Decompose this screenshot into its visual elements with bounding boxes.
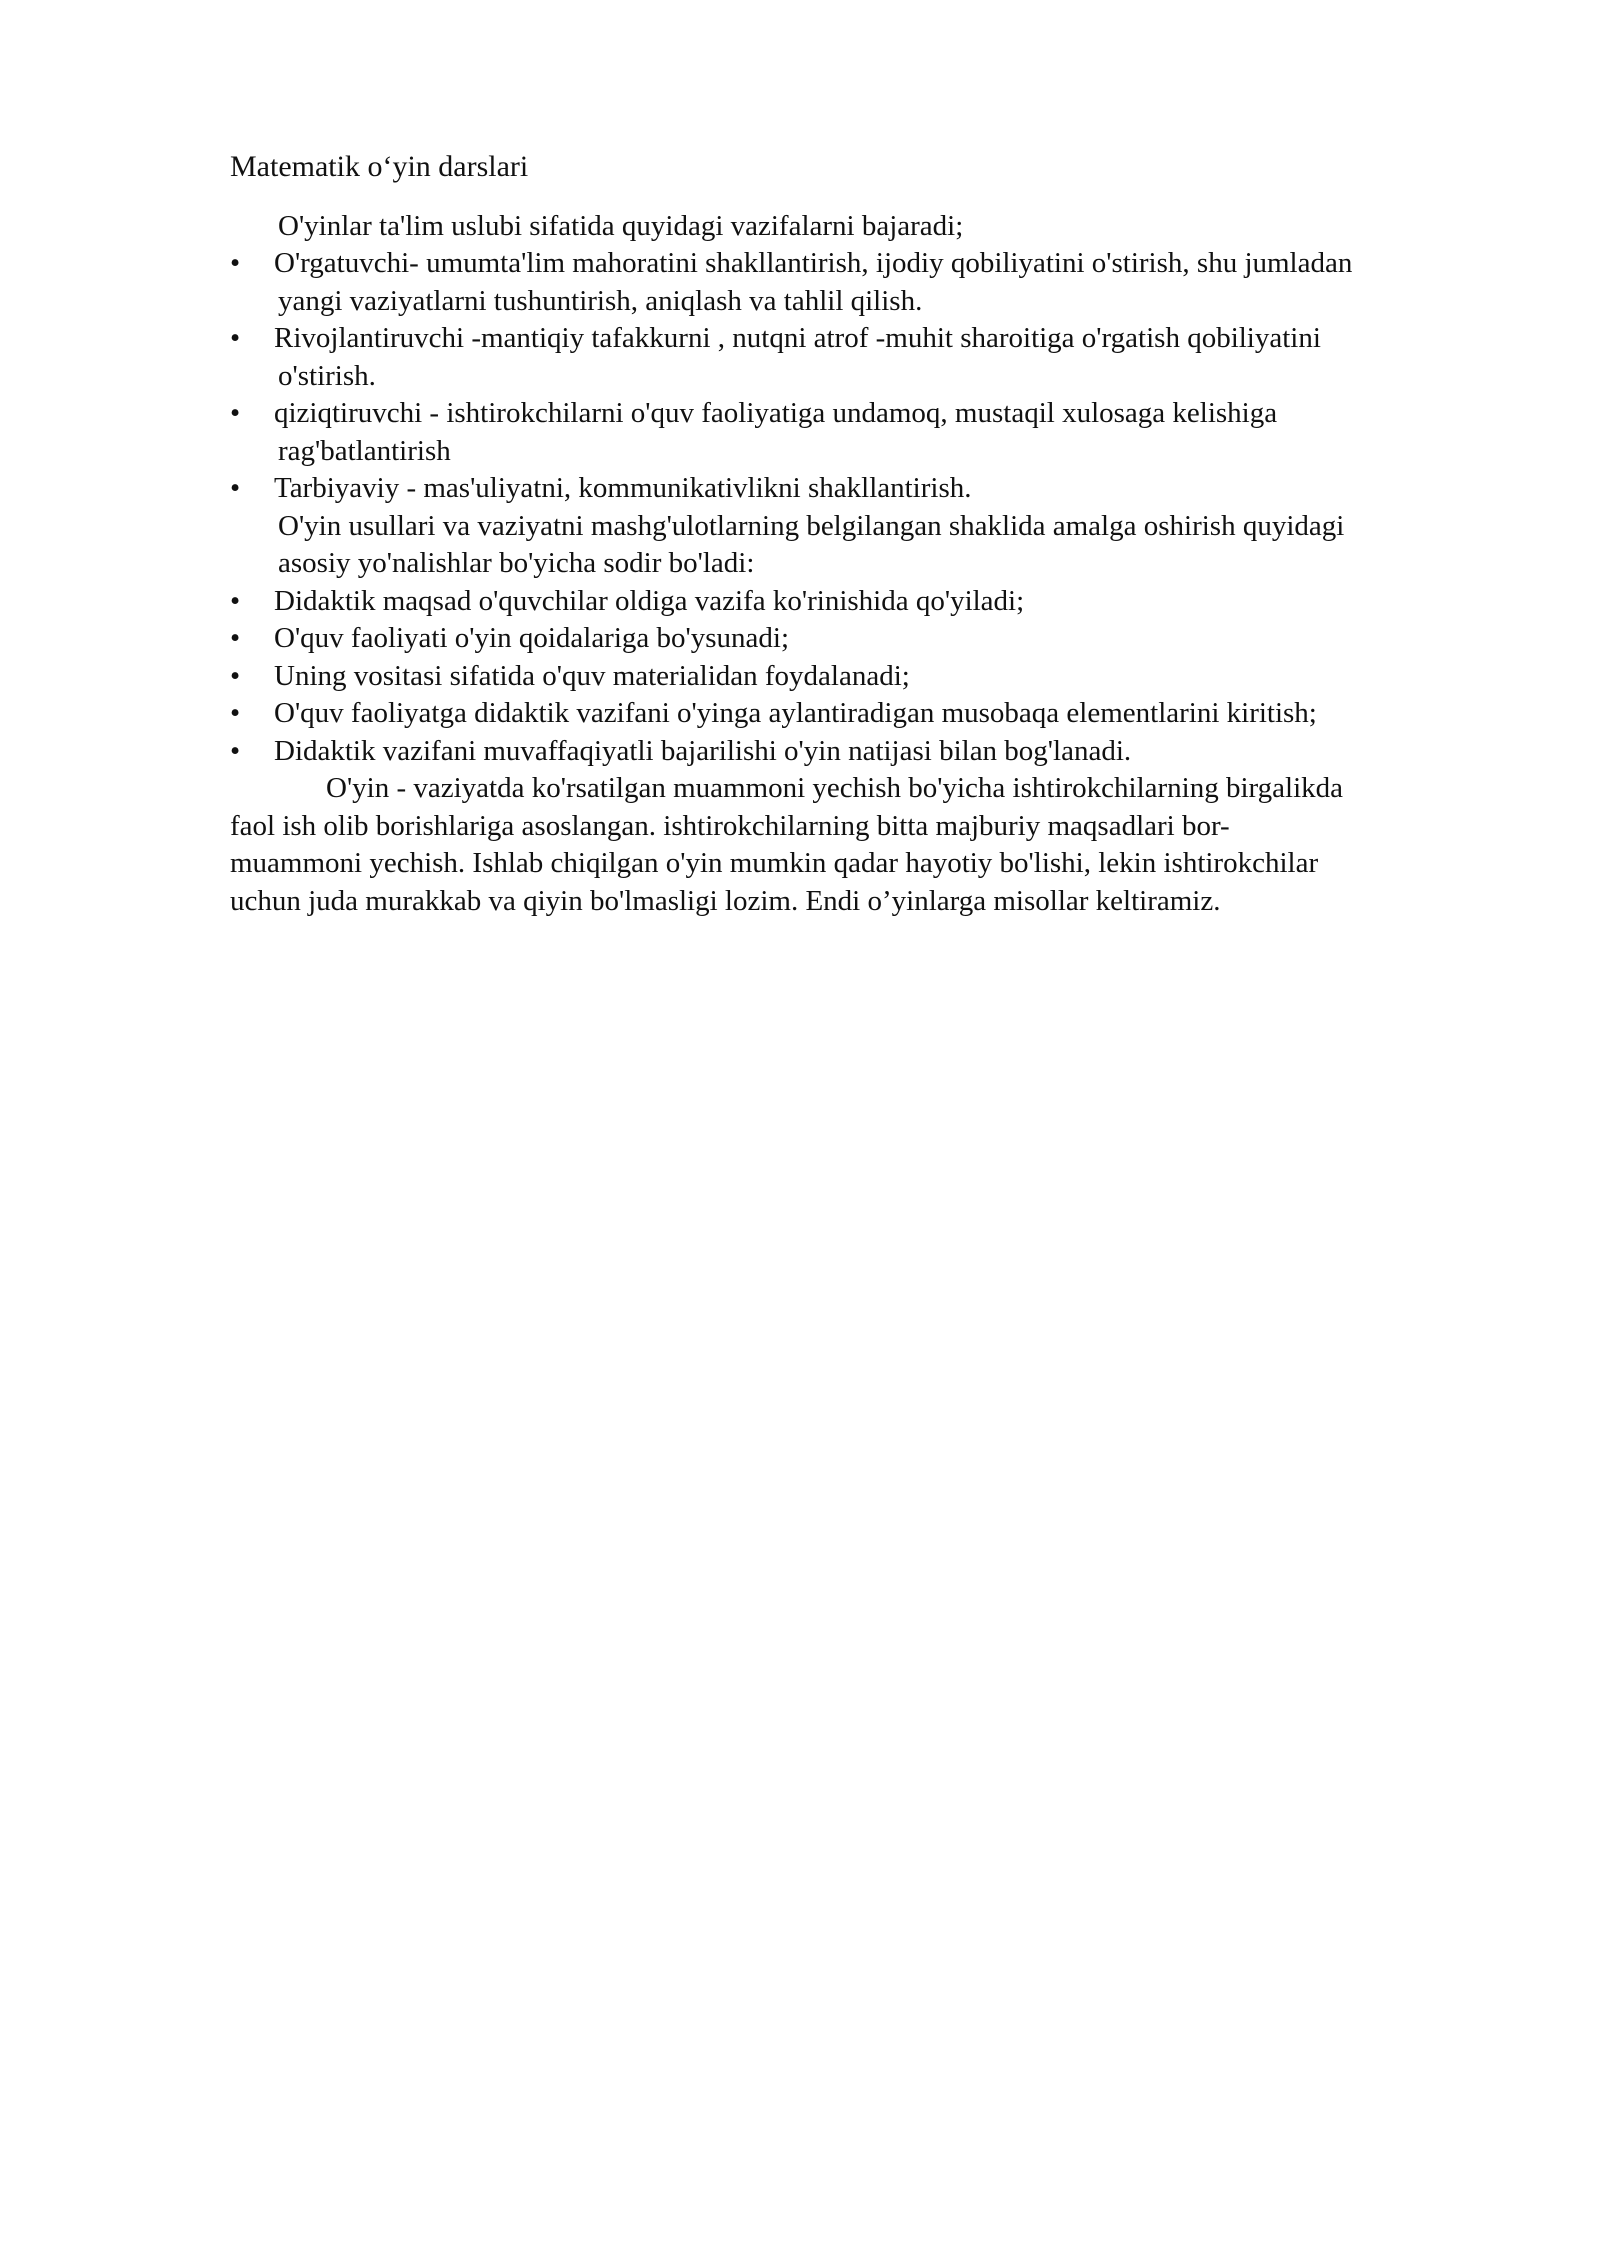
list-item-text: Didaktik maqsad o'quvchilar oldiga vazifa ko'rinishida qo'yiladi; (274, 584, 1025, 617)
bullet-icon: • (230, 247, 241, 279)
document-body (230, 148, 1500, 920)
methods-intro-line: O'yin usullari va vaziyatni mashg'ulotlarning belgilangan shaklida amalga oshirish quyidagi (278, 509, 1345, 542)
list-item-text: Tarbiyaviy - mas'uliyatni, kommunikativlikni shakllantirish. (274, 472, 972, 504)
list-item-text: qiziqtiruvchi - ishtirokchilarni o'quv faoliyatiga undamoq, mustaqil xulosaga kelishiga (274, 397, 1278, 429)
list-item (230, 470, 1500, 508)
paragraph-line: O'yin - vaziyatda ko'rsatilgan muammoni yechish bo'yicha ishtirokchilarning birgalikda (326, 772, 1344, 804)
list-item-text: O'quv faoliyatga didaktik vazifani o'yinga aylantiradigan musobaqa elementlarini kiritish; (274, 697, 1317, 729)
document-title: Matematik o‘yin darslari (230, 150, 529, 183)
list-item (230, 320, 1500, 395)
bullet-icon: • (230, 697, 241, 729)
list-item (230, 620, 1500, 658)
methods-intro-paragraph (230, 508, 1500, 583)
list-item-text: O'quv faoliyati o'yin qoidalariga bo'ysunadi; (274, 622, 790, 654)
bullet-icon: • (230, 659, 241, 692)
list-item-continuation: yangi vaziyatlarni tushuntirish, aniqlash va tahlil qilish. (278, 284, 923, 317)
paragraph-line: muammoni yechish. Ishlab chiqilgan o'yin mumkin qadar hayotiy bo'lishi, lekin ishtirokchilar (230, 847, 1319, 879)
list-item (230, 395, 1500, 470)
list-item-text: O'rgatuvchi- umumta'lim mahoratini shakllantirish, ijodiy qobiliyatini o'stirish, shu jumladan (274, 247, 1353, 279)
list-item-continuation: o'stirish. (278, 359, 376, 392)
bullet-icon: • (230, 584, 241, 617)
list-item-continuation: rag'batlantirish (278, 434, 451, 467)
list-item (230, 658, 1500, 696)
list-item-text: Rivojlantiruvchi -mantiqiy tafakkurni , nutqni atrof -muhit sharoitiga o'rgatish qobiliyatini (274, 322, 1321, 354)
intro-paragraph: O'yinlar ta'lim uslubi sifatida quyidagi vazifalarni bajaradi; (278, 209, 964, 242)
list-item-text: Uning vositasi sifatida o'quv materialidan foydalanadi; (274, 659, 910, 692)
bullet-icon: • (230, 322, 241, 354)
paragraph-line: uchun juda murakkab va qiyin bo'lmasligi lozim. Endi o’yinlarga misollar keltiramiz. (230, 884, 1221, 917)
methods-list (230, 583, 1500, 771)
list-item-text: Didaktik vazifani muvaffaqiyatli bajarilishi o'yin natijasi bilan bog'lanadi. (274, 734, 1132, 767)
list-item (230, 583, 1500, 621)
bullet-icon: • (230, 397, 241, 429)
list-item (230, 695, 1500, 733)
list-item (230, 245, 1500, 320)
bullet-icon: • (230, 622, 241, 654)
paragraph-line: faol ish olib borishlariga asoslangan. ishtirokchilarning bitta majburiy maqsadlari bor- (230, 809, 1230, 842)
bullet-icon: • (230, 472, 241, 504)
closing-paragraph (230, 770, 1500, 920)
list-item (230, 733, 1500, 771)
functions-list (230, 245, 1500, 508)
methods-intro-line: asosiy yo'nalishlar bo'yicha sodir bo'ladi: (278, 547, 755, 579)
bullet-icon: • (230, 734, 241, 767)
